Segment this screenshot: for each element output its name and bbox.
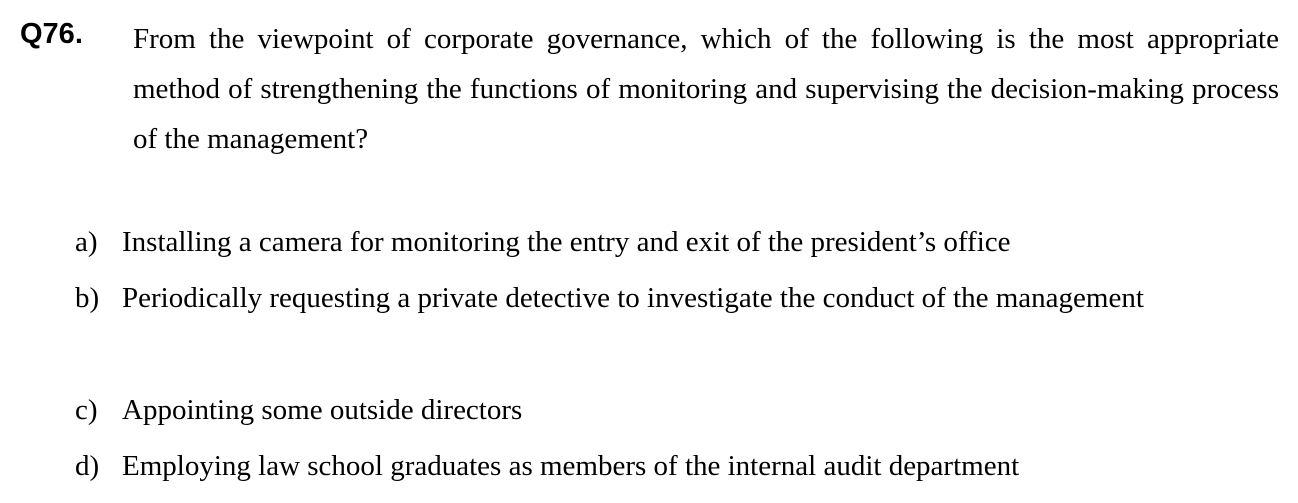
option-c (75, 382, 1225, 438)
option-text: Installing a camera for monitoring the entry and exit of the president’s office (122, 226, 1011, 258)
option-letter: a) (75, 226, 98, 258)
option-letter: d) (75, 450, 100, 482)
option-letter: c) (75, 394, 98, 426)
option-text: Periodically requesting a private detective to investigate the conduct of the management (122, 282, 1144, 314)
question-number: Q76. (20, 18, 83, 50)
option-text: Employing law school graduates as members of the internal audit department (122, 450, 1020, 482)
option-d (75, 438, 1225, 494)
question-text: From the viewpoint of corporate governance, which of the following is the most appropriate method of strengthening the functions of monitoring and supervising the decision-making process of the management? (133, 23, 1279, 155)
option-letter: b) (75, 282, 100, 314)
option-text: Appointing some outside directors (122, 394, 523, 426)
option-b (75, 270, 1225, 326)
option-a (75, 214, 1225, 270)
